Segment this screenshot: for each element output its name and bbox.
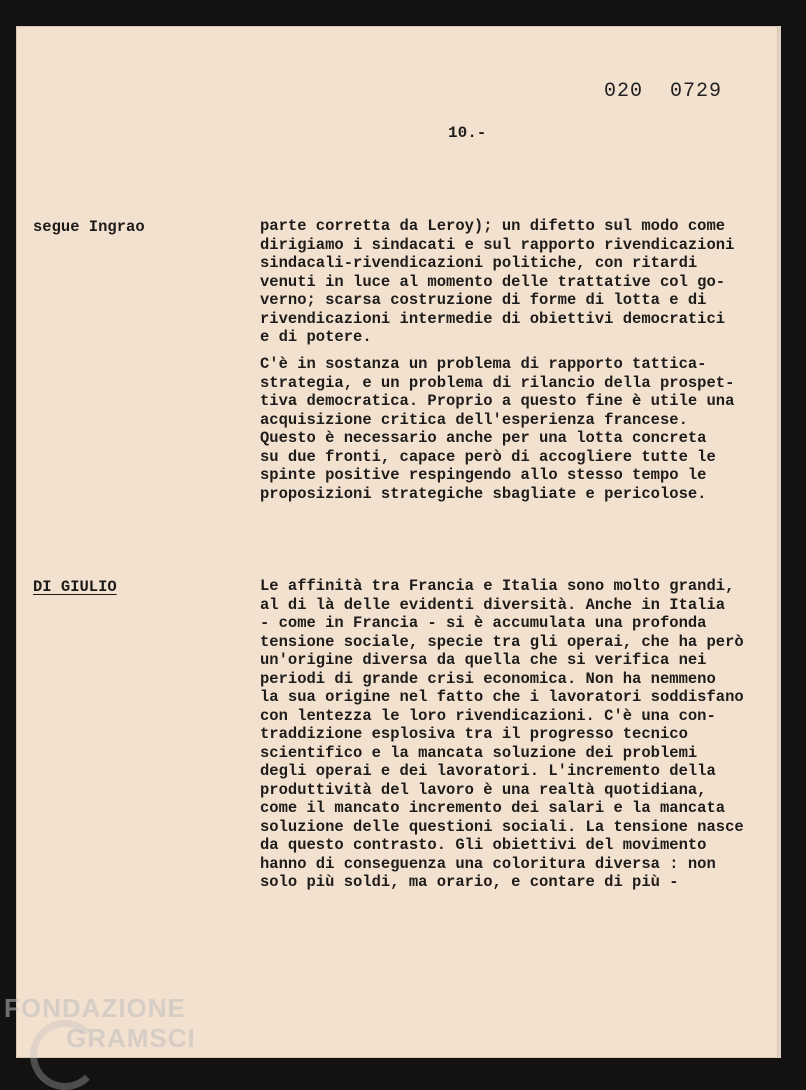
text-line: solo più soldi, ma orario, e contare di più - bbox=[260, 873, 679, 891]
text-line: tiva democratica. Proprio a questo fine è utile una bbox=[260, 392, 735, 410]
text-line: rivendicazioni intermedie di obiettivi democratici bbox=[260, 309, 726, 328]
text-line: e di potere. bbox=[260, 328, 372, 346]
text-line: tensione sociale, specie tra gli operai, che ha però bbox=[260, 632, 744, 651]
text-line: produttività del lavoro è una realtà quotidiana, bbox=[260, 780, 707, 799]
text-line: sindacali-rivendicazioni politiche, con ritardi bbox=[260, 254, 698, 272]
speaker-label-ingrao: segue Ingrao bbox=[33, 218, 145, 236]
page-edge bbox=[778, 26, 781, 1058]
text-line: proposizioni strategiche sbagliate e pericolose. bbox=[260, 484, 707, 503]
text-line: Questo è necessario anche per una lotta concreta bbox=[260, 429, 707, 447]
document-page bbox=[16, 26, 778, 1058]
text-line: hanno di conseguenza una coloritura diversa : non bbox=[260, 854, 716, 873]
text-line: la sua origine nel fatto che i lavoratori soddisfano bbox=[260, 688, 744, 706]
text-line: Le affinità tra Francia e Italia sono molto grandi, bbox=[260, 577, 735, 595]
text-line: - come in Francia - si è accumulata una profonda bbox=[260, 614, 707, 632]
text-line: dirigiamo i sindacati e sul rapporto rivendicazioni bbox=[260, 235, 735, 254]
text-line: su due fronti, capace però di accogliere tutte le bbox=[260, 447, 716, 466]
watermark-line-2: GRAMSCI bbox=[66, 1023, 196, 1053]
text-line: al di là delle evidenti diversità. Anche in Italia bbox=[260, 595, 726, 614]
text-line: periodi di grande crisi economica. Non ha nemmeno bbox=[260, 669, 716, 688]
text-line: verno; scarsa costruzione di forme di lotta e di bbox=[260, 291, 707, 309]
paragraph-ingrao-1 bbox=[260, 217, 760, 347]
text-line: scientifico e la mancata soluzione dei problemi bbox=[260, 743, 698, 762]
text-line: degli operai e dei lavoratori. L'incremento della bbox=[260, 762, 716, 780]
watermark-line-1: FONDAZIONE bbox=[4, 993, 186, 1023]
watermark-logo bbox=[4, 993, 196, 1053]
text-line: traddizione esplosiva tra il progresso tecnico bbox=[260, 725, 688, 743]
page-number: 10.- bbox=[448, 124, 487, 142]
text-line: un'origine diversa da quella che si verifica nei bbox=[260, 651, 707, 669]
text-line: venuti in luce al momento delle trattative col go- bbox=[260, 272, 726, 291]
text-line: spinte positive respingendo allo stesso tempo le bbox=[260, 466, 707, 484]
paragraph-ingrao-2 bbox=[260, 355, 760, 503]
text-line: C'è in sostanza un problema di rapporto tattica- bbox=[260, 355, 707, 373]
text-line: strategia, e un problema di rilancio della prospet- bbox=[260, 373, 735, 392]
speaker-label-di-giulio: DI GIULIO bbox=[33, 578, 117, 596]
text-line: parte corretta da Leroy); un difetto sul modo come bbox=[260, 217, 726, 235]
text-line: acquisizione critica dell'esperienza francese. bbox=[260, 410, 688, 429]
paragraph-di-giulio bbox=[260, 577, 760, 892]
text-line: soluzione delle questioni sociali. La tensione nasce bbox=[260, 817, 744, 836]
text-line: da questo contrasto. Gli obiettivi del movimento bbox=[260, 836, 707, 854]
document-number: 020 0729 bbox=[604, 80, 723, 103]
text-line: con lentezza le loro rivendicazioni. C'è una con- bbox=[260, 706, 716, 725]
text-line: come il mancato incremento dei salari e la mancata bbox=[260, 799, 726, 817]
